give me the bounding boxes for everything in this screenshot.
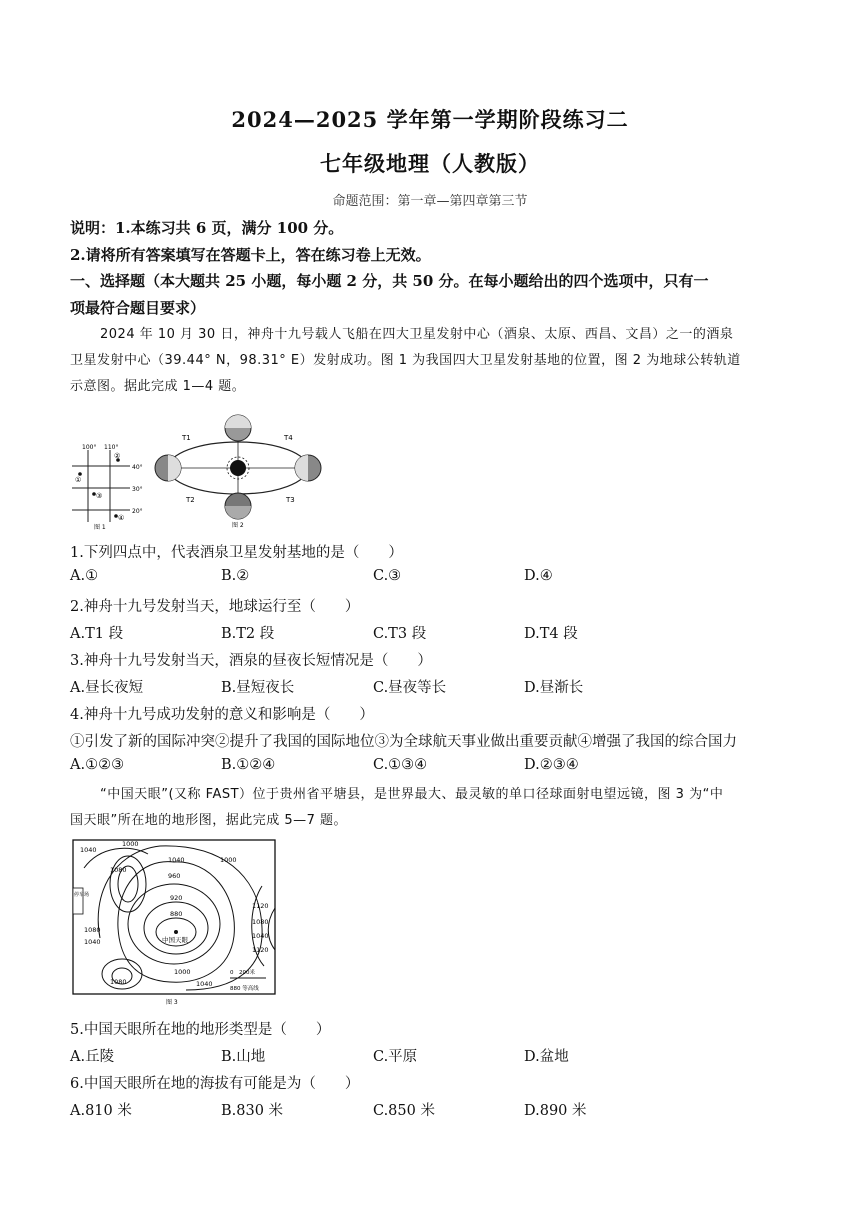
figure-2-orbit-diagram xyxy=(150,410,330,530)
q4-option-d[interactable]: D.②③④ xyxy=(524,757,579,773)
contour-label: 1040 xyxy=(252,932,269,940)
segment-t4: T4 xyxy=(284,434,293,442)
contour-label: 1080 xyxy=(110,866,127,874)
contour-label: 1040 xyxy=(80,846,97,854)
contour-label: 1120 xyxy=(252,902,269,910)
segment-t3: T3 xyxy=(286,496,295,504)
passage-2-line-1: “中国天眼”(又称 FAST）位于贵州省平塘县，是世界最大、最灵敏的单口径球面射电望远镜，图 3 为“中 xyxy=(100,787,724,802)
q3-option-a[interactable]: A.昼长夜短 xyxy=(70,680,144,696)
contour-label: 1000 xyxy=(220,856,237,864)
passage-1-line-1: 2024 年 10 月 30 日，神舟十九号载人飞船在四大卫星发射中心（酒泉、太原、西昌、文昌）之一的酒泉 xyxy=(100,327,734,342)
point-2: ② xyxy=(114,452,121,460)
q6-option-c[interactable]: C.850 米 xyxy=(373,1103,435,1119)
figure-3-contour-map xyxy=(70,838,280,1008)
q6-option-b[interactable]: B.830 米 xyxy=(221,1103,284,1119)
question-4-stem: 4.神舟十九号成功发射的意义和影响是（ ） xyxy=(70,707,374,723)
q4-option-a[interactable]: A.①②③ xyxy=(70,757,125,773)
section-heading-line-1: 一、选择题（本大题共 25 小题，每小题 2 分，共 50 分。在每小题给出的四个选项中，只有一 xyxy=(70,272,709,290)
q2-option-a[interactable]: A.T1 段 xyxy=(70,626,124,642)
passage-1-line-2: 卫星发射中心（39.44° N，98.31° E）发射成功。图 1 为我国四大卫星发射基地的位置，图 2 为地球公转轨道 xyxy=(70,353,741,368)
figure-1-launch-sites-map xyxy=(70,440,150,530)
contour-label: 880 xyxy=(170,910,183,918)
passage-2-line-2: 国天眼”所在地的地形图，据此完成 5—7 题。 xyxy=(70,813,348,828)
q5-option-a[interactable]: A.丘陵 xyxy=(70,1049,115,1065)
instruction-line-1: 说明：1.本练习共 6 页，满分 100 分。 xyxy=(70,219,344,237)
q5-option-d[interactable]: D.盆地 xyxy=(524,1049,569,1065)
point-4: ④ xyxy=(118,514,125,522)
q2-option-b[interactable]: B.T2 段 xyxy=(221,626,275,642)
lon-label-110: 110° xyxy=(104,444,119,451)
q2-option-d[interactable]: D.T4 段 xyxy=(524,626,578,642)
q3-option-b[interactable]: B.昼短夜长 xyxy=(221,680,295,696)
fast-label: 中国天眼 xyxy=(162,936,188,944)
figure-2-caption: 图 2 xyxy=(232,522,244,529)
contour-label: 1040 xyxy=(196,980,213,988)
q1-option-b[interactable]: B.② xyxy=(221,568,250,584)
question-6-stem: 6.中国天眼所在地的海拔有可能是为（ ） xyxy=(70,1076,360,1092)
q3-option-c[interactable]: C.昼夜等长 xyxy=(373,680,447,696)
lat-label-40: 40° xyxy=(132,464,143,471)
q1-option-a[interactable]: A.① xyxy=(70,568,99,584)
q5-option-b[interactable]: B.山地 xyxy=(221,1049,266,1065)
question-4-note: ①引发了新的国际冲突②提升了我国的国际地位③为全球航天事业做出重要贡献④增强了我国的综合国力 xyxy=(70,734,737,750)
q4-option-b[interactable]: B.①②④ xyxy=(221,757,276,773)
lat-label-20: 20° xyxy=(132,508,143,515)
legend-label: 880 等高线 xyxy=(230,986,259,992)
contour-label: 1080 xyxy=(84,926,101,934)
point-1: ① xyxy=(75,476,82,484)
instruction-line-2: 2.请将所有答案填写在答题卡上，答在练习卷上无效。 xyxy=(70,246,431,264)
exam-title: 2024—2025 学年第一学期阶段练习二 xyxy=(231,107,629,132)
exam-subtitle: 七年级地理（人教版） xyxy=(320,151,540,176)
question-1-stem: 1.下列四点中，代表酒泉卫星发射基地的是（ ） xyxy=(70,545,403,561)
exam-scope: 命题范围：第一章—第四章第三节 xyxy=(332,194,528,209)
figure-1-caption: 图 1 xyxy=(94,524,106,530)
contour-label: 960 xyxy=(168,872,181,880)
contour-label: 1080 xyxy=(110,978,127,986)
q6-option-a[interactable]: A.810 米 xyxy=(70,1103,132,1119)
segment-t1: T1 xyxy=(182,434,191,442)
q2-option-c[interactable]: C.T3 段 xyxy=(373,626,427,642)
q1-option-c[interactable]: C.③ xyxy=(373,568,402,584)
contour-label: 1040 xyxy=(84,938,101,946)
q3-option-d[interactable]: D.昼渐长 xyxy=(524,680,584,696)
contour-label: 1080 xyxy=(252,918,269,926)
passage-1-line-3: 示意图。据此完成 1—4 题。 xyxy=(70,379,246,394)
q1-option-d[interactable]: D.④ xyxy=(524,568,553,584)
contour-label: 920 xyxy=(170,894,183,902)
q6-option-d[interactable]: D.890 米 xyxy=(524,1103,587,1119)
contour-label: 1000 xyxy=(174,968,191,976)
point-3: ③ xyxy=(96,492,103,500)
contour-label: 1000 xyxy=(122,840,139,848)
question-5-stem: 5.中国天眼所在地的地形类型是（ ） xyxy=(70,1022,331,1038)
lat-label-30: 30° xyxy=(132,486,143,493)
parking-label: 停车场 xyxy=(74,892,90,898)
q5-option-c[interactable]: C.平原 xyxy=(373,1049,418,1065)
lon-label-100: 100° xyxy=(82,444,97,451)
segment-t2: T2 xyxy=(186,496,195,504)
question-3-stem: 3.神舟十九号发射当天，酒泉的昼夜长短情况是（ ） xyxy=(70,653,432,669)
contour-label: 1040 xyxy=(168,856,185,864)
question-2-stem: 2.神舟十九号发射当天，地球运行至（ ） xyxy=(70,599,360,615)
scale-label: 0 200米 xyxy=(230,970,255,976)
figure-3-caption: 图 3 xyxy=(166,999,178,1006)
q4-option-c[interactable]: C.①③④ xyxy=(373,757,428,773)
contour-label: 1120 xyxy=(252,946,269,954)
section-heading-line-2: 项最符合题目要求） xyxy=(70,299,206,317)
